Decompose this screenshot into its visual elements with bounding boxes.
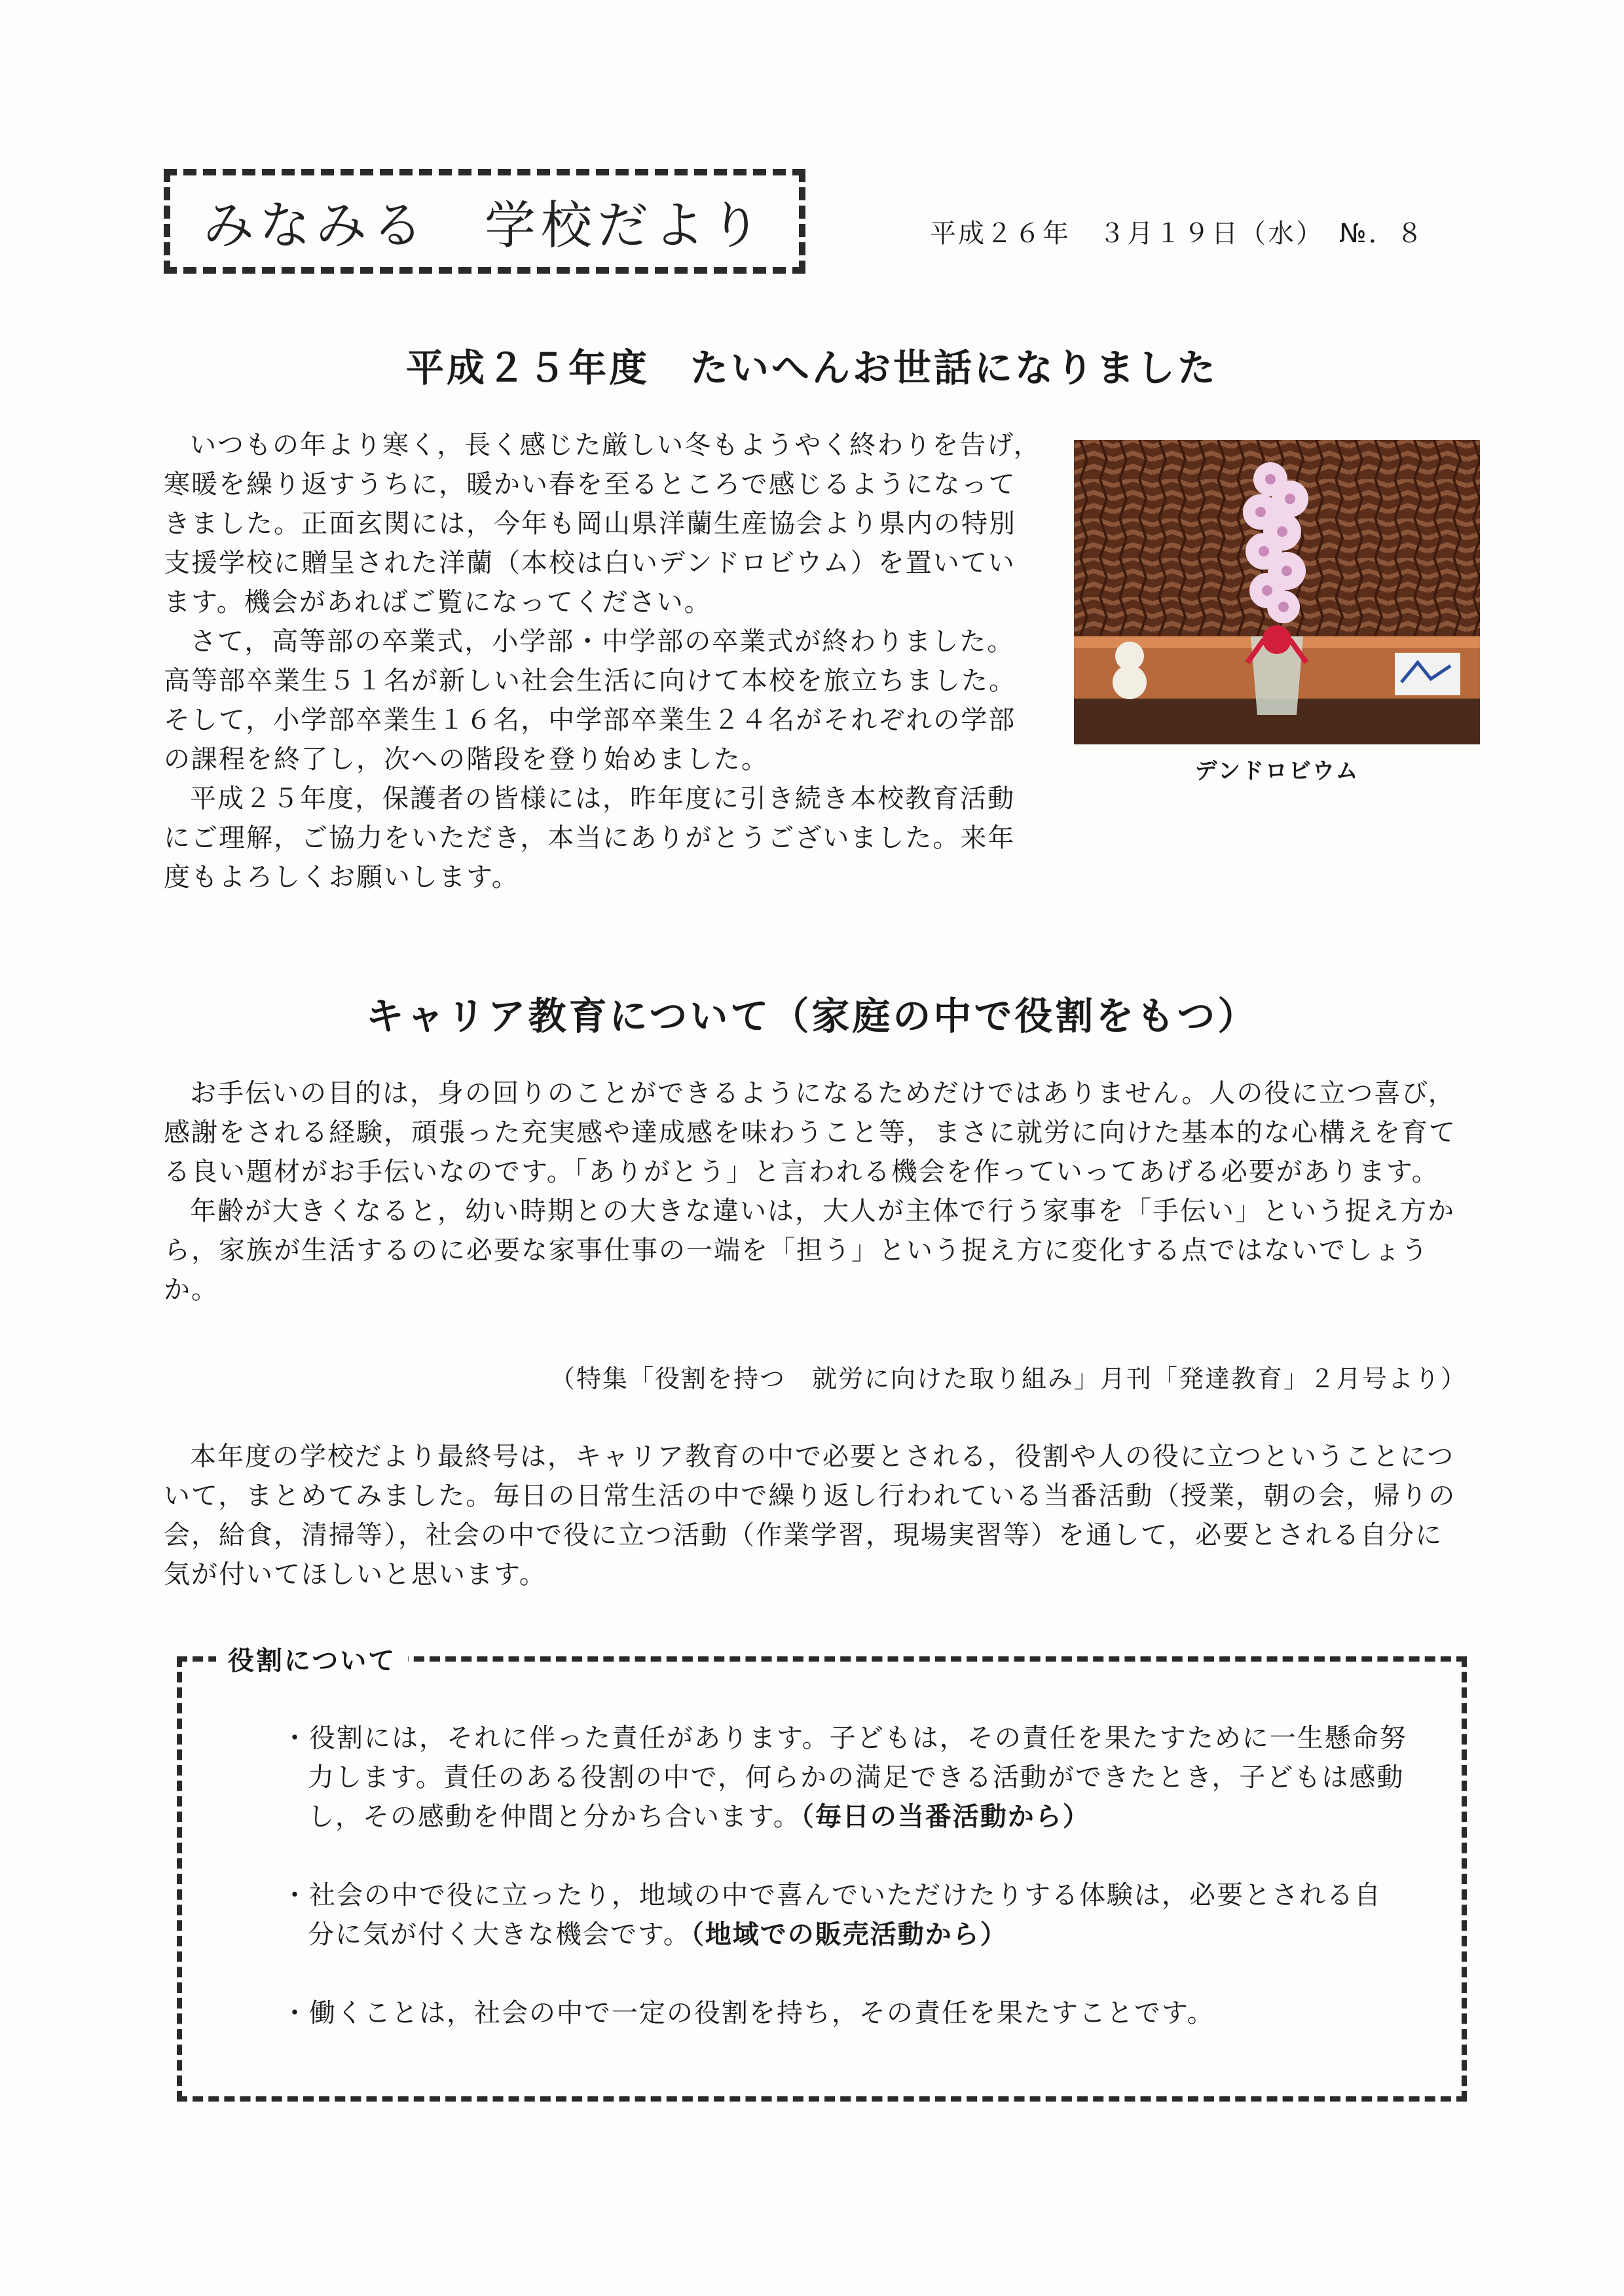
section1-paragraph: 平成２５年度，保護者の皆様には，昨年度に引き続き本校教育活動にご理解，ご協力をいただき，本当にありがとうございました。来年度もよろしくお願いします。 bbox=[164, 784, 1016, 892]
section1-paragraph: いつもの年より寒く，長く感じた厳しい冬もようやく終わりを告げ，寒暖を繰り返すうちに，暖かい春を至るところで感じるようになってきました。正面玄関には，今年も岡山県洋蘭生産協会より県内の特別支援学校に贈呈された洋蘭（本校は白いデンドロビウム）を置いています。機会があればご覧になってください。 bbox=[164, 430, 1041, 617]
role-text: 働くことは，社会の中で一定の役割を持ち，その責任を果たすことです。 bbox=[309, 1998, 1215, 2028]
role-item bbox=[282, 1876, 1408, 1954]
dendrobium-photo-illustration bbox=[1074, 440, 1480, 744]
role-note: （地域での販売活動から） bbox=[690, 1920, 1008, 1950]
photo-caption: デンドロビウム bbox=[1194, 758, 1359, 784]
role-item bbox=[282, 1719, 1408, 1836]
section1-heading: 平成２５年度 たいへんお世話になりました bbox=[405, 346, 1218, 390]
role-item bbox=[282, 1994, 1408, 2033]
roles-title: 役割について bbox=[216, 1640, 408, 1677]
section1-paragraph: さて，高等部の卒業式，小学部・中学部の卒業式が終わりました。高等部卒業生５１名が新しい社会生活に向けて本校を旅立ちました。そして，小学部卒業生１６名，中学部卒業生２４名がそれぞれの学部の課程を終了し，次への階段を登り始めました。 bbox=[164, 627, 1016, 774]
role-note: （毎日の当番活動から） bbox=[800, 1802, 1090, 1832]
newsletter-title-box bbox=[164, 169, 805, 274]
section1-body bbox=[164, 426, 1041, 897]
section2-paragraph: お手伝いの目的は，身の回りのことができるようになるためだけではありません。人の役に立つ喜び，感謝をされる経験，頑張った充実感や達成感を味わうこと等，まさに就労に向けた基本的な心構えを育てる良い題材がお手伝いなのです。「ありがとう」と言われる機会を作っていってあげる必要があります。 bbox=[164, 1078, 1456, 1187]
citation: （特集「役割を持つ 就労に向けた取り組み」月刊「発達教育」２月号より） bbox=[549, 1364, 1467, 1393]
section2-paragraph: 年齢が大きくなると，幼い時期との大きな違いは，大人が主体で行う家事を「手伝い」という捉え方から，家族が生活するのに必要な家事仕事の一端を「担う」という捉え方に変化する点ではないでしょうか。 bbox=[164, 1196, 1455, 1305]
section2-heading: キャリア教育について（家庭の中で役割をもつ） bbox=[365, 994, 1259, 1038]
role-text: 社会の中で役に立ったり，地域の中で喜んでいただけたりする体験は，必要とされる自分に気が付く大きな機会です。 bbox=[308, 1880, 1382, 1950]
newsletter-title: みなみる 学校だより bbox=[202, 196, 766, 255]
summary-body bbox=[164, 1437, 1467, 1594]
section2-body bbox=[164, 1074, 1467, 1309]
dendrobium-photo bbox=[1074, 440, 1480, 744]
summary-paragraph: 本年度の学校だより最終号は，キャリア教育の中で必要とされる，役割や人の役に立つということについて，まとめてみました。毎日の日常生活の中で繰り返し行われている当番活動（授業，朝の会，帰りの会，給食，清掃等），社会の中で役に立つ活動（作業学習，現場実習等）を通して，必要とされる自分に気が付いてほしいと思います。 bbox=[164, 1442, 1456, 1590]
issue-date-number: 平成２６年 ３月１９日（水） №．８ bbox=[930, 219, 1425, 249]
roles-list bbox=[282, 1719, 1408, 2072]
role-text: 役割には，それに伴った責任があります。子どもは，その責任を果たすために一生懸命努力します。責任のある役割の中で，何らかの満足できる活動ができたとき，子どもは感動し，その感動を仲間と分かち合います。 bbox=[308, 1723, 1407, 1832]
